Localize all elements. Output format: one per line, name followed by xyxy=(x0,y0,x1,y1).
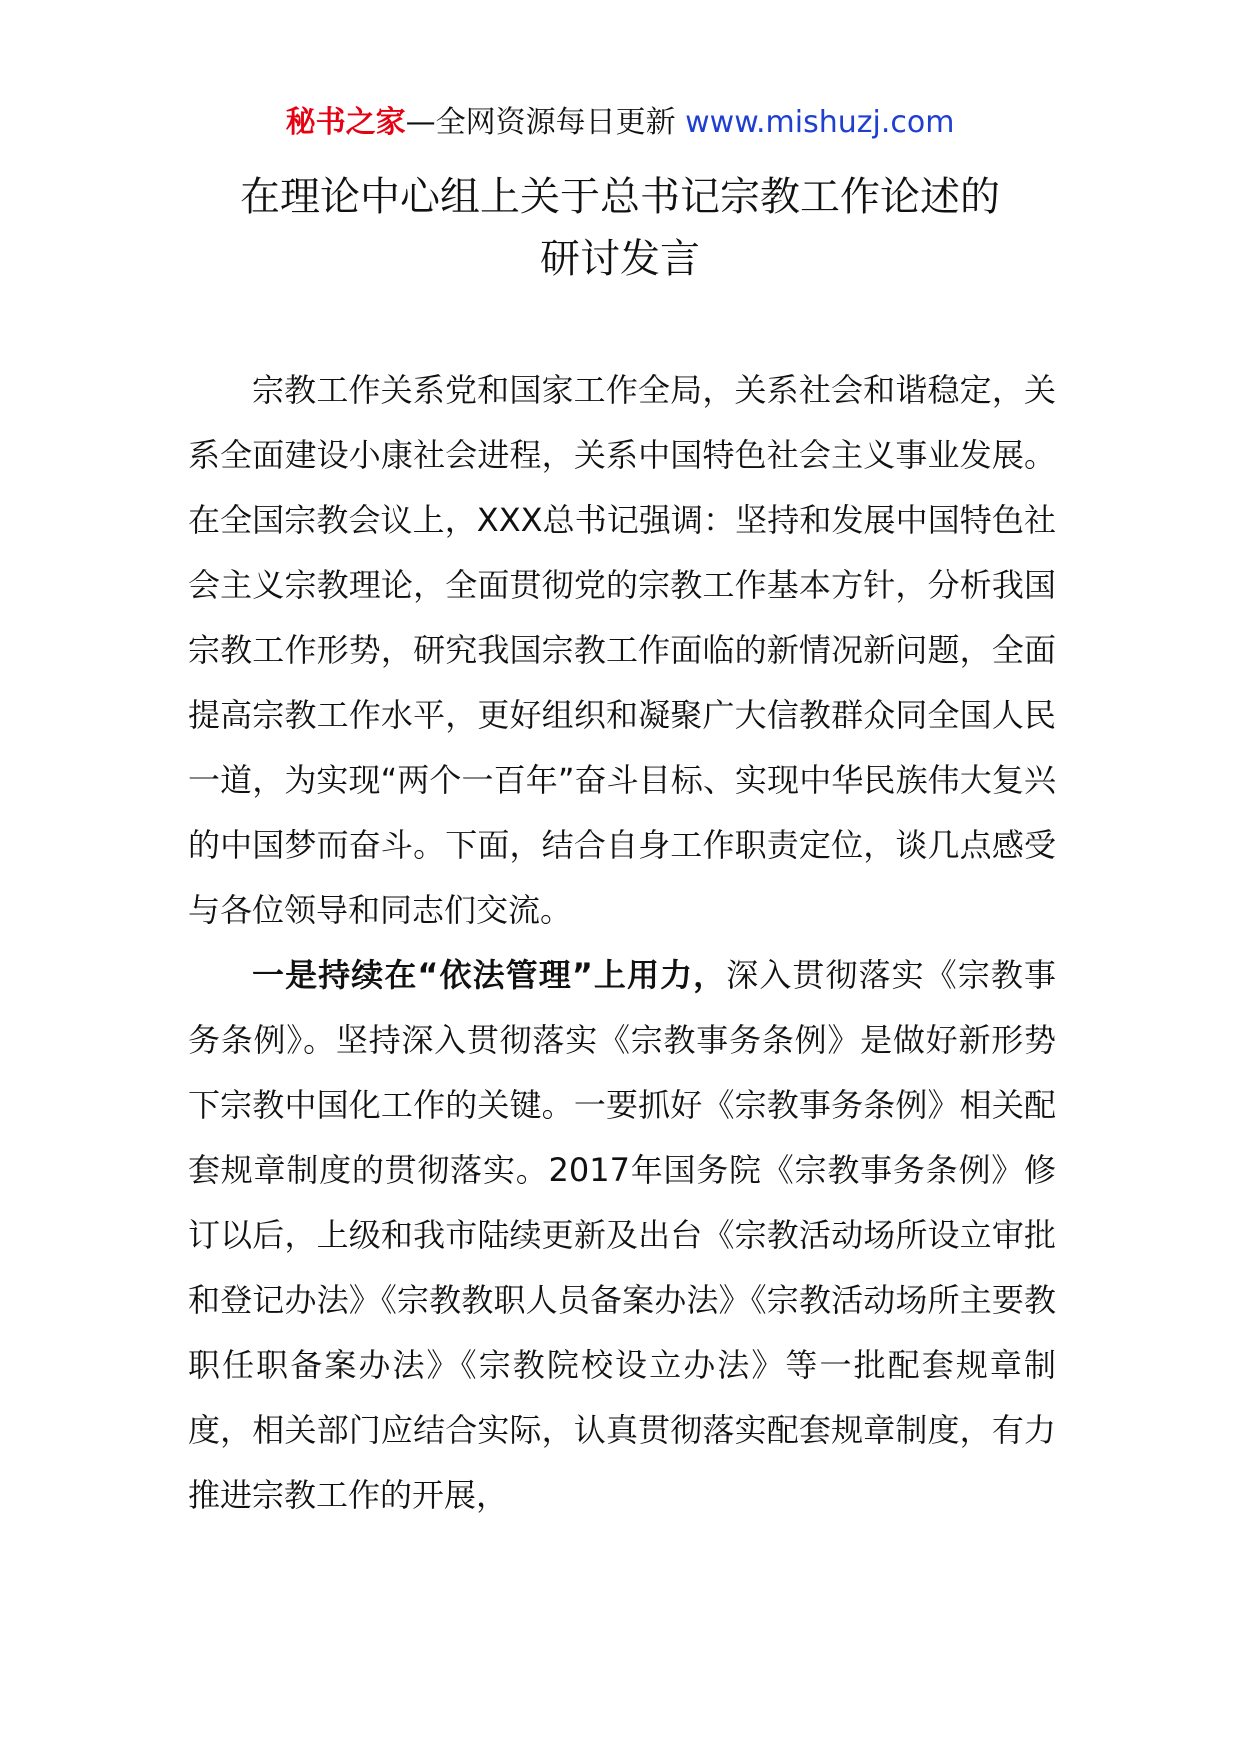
document-body xyxy=(188,358,1056,1528)
paragraph-point-one xyxy=(188,943,1056,1528)
paragraph-intro: 宗教工作关系党和国家工作全局，关系社会和谐稳定，关系全面建设小康社会进程，关系中国特色社会主义事业发展。在全国宗教会议上，XXX总书记强调：坚持和发展中国特色社会主义宗教理论，全面贯彻党的宗教工作基本方针，分析我国宗教工作形势，研究我国宗教工作面临的新情况新问题，全面提高宗教工作水平，更好组织和凝聚广大信教群众同全国人民一道，为实现“两个一百年”奋斗目标、实现中华民族伟大复兴的中国梦而奋斗。下面，结合自身工作职责定位，谈几点感受与各位领导和同志们交流。 xyxy=(188,371,1056,929)
paragraph-point-one-lead: 一是持续在“依法管理”上用力， xyxy=(252,956,727,994)
site-tagline: —全网资源每日更新 xyxy=(405,105,686,140)
site-header xyxy=(0,98,1240,148)
title-line-1: 在理论中心组上关于总书记宗教工作论述的 xyxy=(240,174,1000,220)
site-brand: 秘书之家 xyxy=(285,105,406,140)
document-title xyxy=(0,166,1240,290)
site-url-link[interactable]: www.mishuzj.com xyxy=(685,105,955,140)
title-line-2: 研讨发言 xyxy=(540,236,700,282)
paragraph-point-one-rest: 深入贯彻落实《宗教事务条例》。坚持深入贯彻落实《宗教事务条例》是做好新形势下宗教中国化工作的关键。一要抓好《宗教事务条例》相关配套规章制度的贯彻落实。2017年国务院《宗教事务条例》修订以后，上级和我市陆续更新及出台《宗教活动场所设立审批和登记办法》《宗教教职人员备案办法》《宗教活动场所主要教职任职备案办法》《宗教院校设立办法》等一批配套规章制度，相关部门应结合实际，认真贯彻落实配套规章制度，有力推进宗教工作的开展， xyxy=(188,956,1056,1514)
